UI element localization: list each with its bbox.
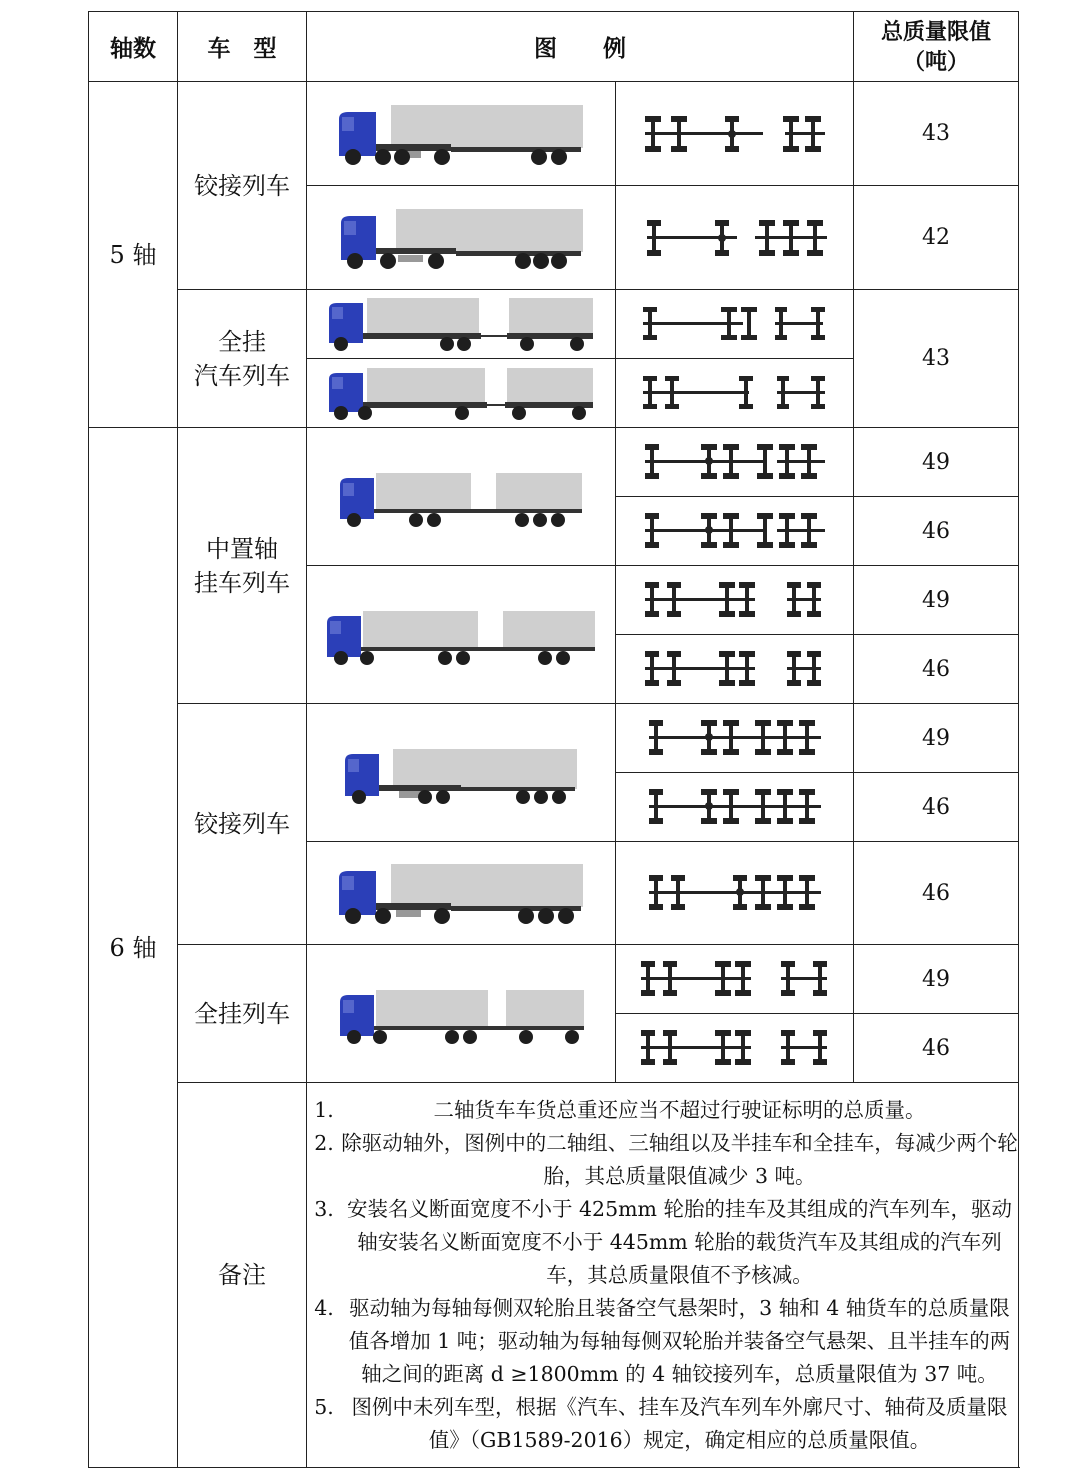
type-label-line1: 全挂 bbox=[218, 327, 266, 356]
type-label-line1: 中置轴 bbox=[206, 534, 278, 563]
table-row bbox=[89, 704, 1019, 773]
note-text: 除驱动轴外，图例中的二轴组、三轴组以及半挂车和全挂车，每减少两个轮胎，其总质量限值减少 3 吨。 bbox=[341, 1130, 1018, 1188]
table-row bbox=[89, 290, 1019, 359]
note-number: 4. bbox=[314, 1295, 334, 1320]
axle-diagram-icon bbox=[616, 359, 854, 428]
list-item bbox=[307, 1127, 1018, 1193]
truck-illustration-icon bbox=[307, 566, 616, 704]
note-text: 安装名义断面宽度不小于 425mm 轮胎的挂车及其组成的汽车列车，驱动轴安装名义断面宽度不小于 445mm 轮胎的载货汽车及其组成的汽车列车，其总质量限值不予核减。 bbox=[346, 1196, 1013, 1287]
vehicle-limit-table bbox=[88, 11, 1019, 1468]
truck-illustration-icon bbox=[307, 82, 616, 186]
header-type: 车 型 bbox=[178, 12, 307, 82]
truck-illustration-icon bbox=[307, 186, 616, 290]
axle-diagram-icon bbox=[616, 1014, 854, 1083]
truck-illustration-icon bbox=[307, 704, 616, 842]
limit-value: 49 bbox=[854, 945, 1019, 1014]
axle-group-6: 6 轴 bbox=[89, 428, 178, 1468]
limit-value: 46 bbox=[854, 635, 1019, 704]
truck-illustration-icon bbox=[307, 359, 616, 428]
header-limit-line1: 总质量限值 bbox=[880, 18, 991, 45]
limit-value: 46 bbox=[854, 773, 1019, 842]
note-text: 二轴货车车货总重还应当不超过行驶证标明的总质量。 bbox=[433, 1097, 926, 1122]
type-6-articulated: 铰接列车 bbox=[178, 704, 307, 945]
header-axles: 轴数 bbox=[89, 12, 178, 82]
truck-illustration-icon bbox=[307, 428, 616, 566]
note-number: 2. bbox=[314, 1130, 334, 1155]
truck-illustration-icon bbox=[307, 290, 616, 359]
type-5-full-trailer bbox=[178, 290, 307, 428]
axle-diagram-icon bbox=[616, 773, 854, 842]
list-item bbox=[307, 1094, 1018, 1127]
list-item bbox=[307, 1391, 1018, 1457]
note-text: 图例中未列车型，根据《汽车、挂车及汽车列车外廓尺寸、轴荷及质量限值》（GB1589-2016）规定，确定相应的总质量限值。 bbox=[351, 1394, 1008, 1452]
type-label-line2: 挂车列车 bbox=[194, 568, 290, 597]
limit-value: 46 bbox=[854, 1014, 1019, 1083]
note-number: 3. bbox=[314, 1196, 334, 1221]
list-item bbox=[307, 1193, 1018, 1292]
axle-diagram-icon bbox=[616, 82, 854, 186]
header-limit-line2: （吨） bbox=[902, 48, 969, 75]
notes-row bbox=[89, 1083, 1019, 1468]
limit-value: 42 bbox=[854, 186, 1019, 290]
axle-diagram-icon bbox=[616, 186, 854, 290]
table-row bbox=[89, 945, 1019, 1014]
notes-list bbox=[307, 1083, 1019, 1468]
table-row bbox=[89, 82, 1019, 186]
limit-value: 49 bbox=[854, 704, 1019, 773]
header-legend: 图 例 bbox=[307, 12, 854, 82]
type-5-articulated: 铰接列车 bbox=[178, 82, 307, 290]
limit-value: 46 bbox=[854, 842, 1019, 945]
list-item bbox=[307, 1292, 1018, 1391]
limit-value: 49 bbox=[854, 566, 1019, 635]
axle-diagram-icon bbox=[616, 704, 854, 773]
truck-illustration-icon bbox=[307, 842, 616, 945]
notes-label: 备注 bbox=[178, 1083, 307, 1468]
type-label-line2: 汽车列车 bbox=[194, 361, 290, 390]
axle-group-5: 5 轴 bbox=[89, 82, 178, 428]
table-row bbox=[89, 428, 1019, 497]
axle-diagram-icon bbox=[616, 566, 854, 635]
note-number: 5. bbox=[314, 1394, 334, 1419]
axle-diagram-icon bbox=[616, 635, 854, 704]
axle-diagram-icon bbox=[616, 842, 854, 945]
limit-value: 43 bbox=[854, 290, 1019, 428]
truck-illustration-icon bbox=[307, 945, 616, 1083]
note-text: 驱动轴为每轴每侧双轮胎且装备空气悬架时，3 轴和 4 轴货车的总质量限值各增加 1 吨；驱动轴为每轴每侧双轮胎并装备空气悬架、且半挂车的两轴之间的距离 d ≥1800mm 的 4 轴铰接列车，总质量限值为 37 吨。 bbox=[348, 1295, 1011, 1386]
axle-diagram-icon bbox=[616, 497, 854, 566]
axle-diagram-icon bbox=[616, 290, 854, 359]
limit-value: 46 bbox=[854, 497, 1019, 566]
type-6-full-trailer: 全挂列车 bbox=[178, 945, 307, 1083]
header-row bbox=[89, 12, 1019, 82]
limit-value: 43 bbox=[854, 82, 1019, 186]
header-limit bbox=[854, 12, 1019, 82]
limit-value: 49 bbox=[854, 428, 1019, 497]
axle-diagram-icon bbox=[616, 945, 854, 1014]
note-number: 1. bbox=[314, 1097, 334, 1122]
type-6-center-axle bbox=[178, 428, 307, 704]
axle-diagram-icon bbox=[616, 428, 854, 497]
